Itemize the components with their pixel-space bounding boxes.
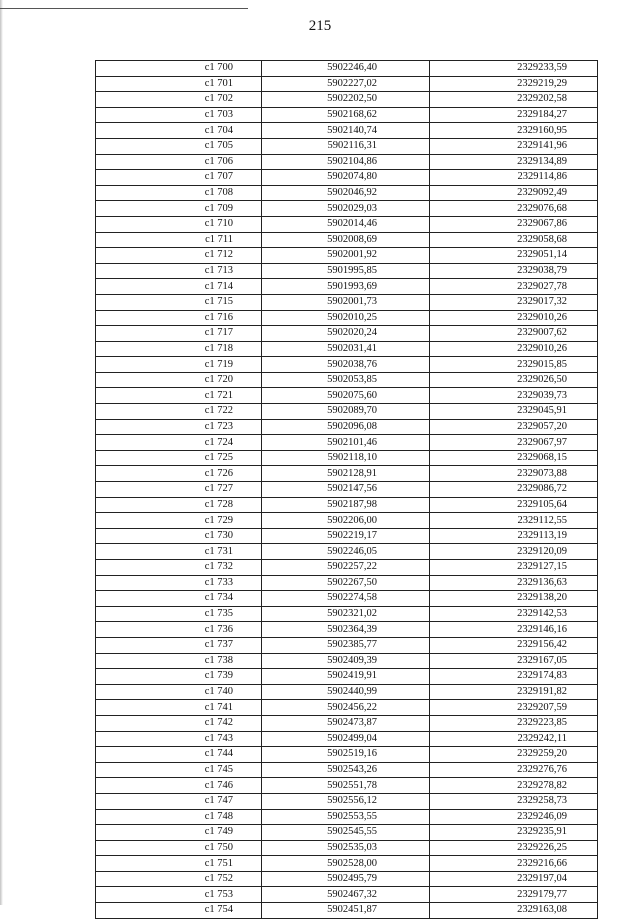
y-coordinate-cell: 2329039,73 xyxy=(430,388,598,404)
x-coordinate-cell: 5902128,91 xyxy=(262,466,430,482)
y-coordinate-cell: 2329017,32 xyxy=(430,294,598,310)
x-coordinate-cell: 5902001,73 xyxy=(262,294,430,310)
table-row xyxy=(96,92,598,108)
x-coordinate-cell: 5902116,31 xyxy=(262,138,430,154)
y-coordinate-cell: 2329010,26 xyxy=(430,310,598,326)
point-id-cell: с1 752 xyxy=(96,871,262,887)
x-coordinate-cell: 5902206,00 xyxy=(262,513,430,529)
point-id-cell: с1 722 xyxy=(96,404,262,420)
y-coordinate-cell: 2329068,15 xyxy=(430,450,598,466)
table-row xyxy=(96,170,598,186)
point-id-cell: с1 703 xyxy=(96,107,262,123)
x-coordinate-cell: 5902147,56 xyxy=(262,482,430,498)
coordinates-table xyxy=(95,60,598,919)
point-id-cell: с1 706 xyxy=(96,154,262,170)
point-id-cell: с1 727 xyxy=(96,482,262,498)
point-id-cell: с1 725 xyxy=(96,450,262,466)
table-row xyxy=(96,715,598,731)
point-id-cell: с1 705 xyxy=(96,138,262,154)
x-coordinate-cell: 5902321,02 xyxy=(262,606,430,622)
point-id-cell: с1 718 xyxy=(96,341,262,357)
y-coordinate-cell: 2329278,82 xyxy=(430,778,598,794)
point-id-cell: с1 714 xyxy=(96,279,262,295)
table-row xyxy=(96,482,598,498)
point-id-cell: с1 731 xyxy=(96,544,262,560)
x-coordinate-cell: 5902499,04 xyxy=(262,731,430,747)
table-row xyxy=(96,279,598,295)
point-id-cell: с1 744 xyxy=(96,747,262,763)
x-coordinate-cell: 5902267,50 xyxy=(262,575,430,591)
point-id-cell: с1 726 xyxy=(96,466,262,482)
table-row xyxy=(96,731,598,747)
table-row xyxy=(96,61,598,77)
table-row xyxy=(96,107,598,123)
scan-edge-shadow xyxy=(0,0,3,905)
point-id-cell: с1 720 xyxy=(96,372,262,388)
y-coordinate-cell: 2329058,68 xyxy=(430,232,598,248)
y-coordinate-cell: 2329226,25 xyxy=(430,840,598,856)
point-id-cell: с1 711 xyxy=(96,232,262,248)
table-row xyxy=(96,372,598,388)
table-row xyxy=(96,232,598,248)
y-coordinate-cell: 2329136,63 xyxy=(430,575,598,591)
x-coordinate-cell: 5902535,03 xyxy=(262,840,430,856)
table-row xyxy=(96,513,598,529)
table-row xyxy=(96,76,598,92)
table-row xyxy=(96,138,598,154)
x-coordinate-cell: 5902029,03 xyxy=(262,201,430,217)
table-row xyxy=(96,154,598,170)
y-coordinate-cell: 2329246,09 xyxy=(430,809,598,825)
x-coordinate-cell: 5902364,39 xyxy=(262,622,430,638)
point-id-cell: с1 745 xyxy=(96,762,262,778)
table-row xyxy=(96,466,598,482)
y-coordinate-cell: 2329038,79 xyxy=(430,263,598,279)
x-coordinate-cell: 5902031,41 xyxy=(262,341,430,357)
table-row xyxy=(96,544,598,560)
table-row xyxy=(96,497,598,513)
point-id-cell: с1 741 xyxy=(96,700,262,716)
table-row xyxy=(96,669,598,685)
y-coordinate-cell: 2329112,55 xyxy=(430,513,598,529)
table-row xyxy=(96,216,598,232)
point-id-cell: с1 737 xyxy=(96,637,262,653)
y-coordinate-cell: 2329219,29 xyxy=(430,76,598,92)
table-row xyxy=(96,419,598,435)
point-id-cell: с1 747 xyxy=(96,793,262,809)
table-row xyxy=(96,357,598,373)
coordinates-table-body xyxy=(96,61,598,919)
table-row xyxy=(96,778,598,794)
table-row xyxy=(96,591,598,607)
y-coordinate-cell: 2329127,15 xyxy=(430,560,598,576)
x-coordinate-cell: 5902014,46 xyxy=(262,216,430,232)
table-row xyxy=(96,793,598,809)
point-id-cell: с1 730 xyxy=(96,528,262,544)
x-coordinate-cell: 5902451,87 xyxy=(262,903,430,919)
x-coordinate-cell: 5902246,40 xyxy=(262,61,430,77)
point-id-cell: с1 729 xyxy=(96,513,262,529)
x-coordinate-cell: 5902202,50 xyxy=(262,92,430,108)
x-coordinate-cell: 5902219,17 xyxy=(262,528,430,544)
y-coordinate-cell: 2329051,14 xyxy=(430,248,598,264)
y-coordinate-cell: 2329197,04 xyxy=(430,871,598,887)
table-row xyxy=(96,684,598,700)
x-coordinate-cell: 5902409,39 xyxy=(262,653,430,669)
x-coordinate-cell: 5902001,92 xyxy=(262,248,430,264)
table-row xyxy=(96,825,598,841)
y-coordinate-cell: 2329026,50 xyxy=(430,372,598,388)
table-row xyxy=(96,762,598,778)
point-id-cell: с1 719 xyxy=(96,357,262,373)
x-coordinate-cell: 5902118,10 xyxy=(262,450,430,466)
table-row xyxy=(96,747,598,763)
x-coordinate-cell: 5902140,74 xyxy=(262,123,430,139)
table-row xyxy=(96,560,598,576)
point-id-cell: с1 717 xyxy=(96,326,262,342)
table-row xyxy=(96,809,598,825)
point-id-cell: с1 710 xyxy=(96,216,262,232)
point-id-cell: с1 742 xyxy=(96,715,262,731)
y-coordinate-cell: 2329276,76 xyxy=(430,762,598,778)
table-row xyxy=(96,263,598,279)
table-row xyxy=(96,435,598,451)
y-coordinate-cell: 2329113,19 xyxy=(430,528,598,544)
y-coordinate-cell: 2329216,66 xyxy=(430,856,598,872)
x-coordinate-cell: 5902168,62 xyxy=(262,107,430,123)
y-coordinate-cell: 2329233,59 xyxy=(430,61,598,77)
point-id-cell: с1 734 xyxy=(96,591,262,607)
point-id-cell: с1 743 xyxy=(96,731,262,747)
x-coordinate-cell: 5902543,26 xyxy=(262,762,430,778)
x-coordinate-cell: 5902008,69 xyxy=(262,232,430,248)
y-coordinate-cell: 2329258,73 xyxy=(430,793,598,809)
point-id-cell: с1 724 xyxy=(96,435,262,451)
point-id-cell: с1 750 xyxy=(96,840,262,856)
table-row xyxy=(96,450,598,466)
point-id-cell: с1 712 xyxy=(96,248,262,264)
y-coordinate-cell: 2329141,96 xyxy=(430,138,598,154)
y-coordinate-cell: 2329146,16 xyxy=(430,622,598,638)
table-row xyxy=(96,871,598,887)
table-row xyxy=(96,248,598,264)
y-coordinate-cell: 2329007,62 xyxy=(430,326,598,342)
table-row xyxy=(96,856,598,872)
point-id-cell: с1 746 xyxy=(96,778,262,794)
y-coordinate-cell: 2329163,08 xyxy=(430,903,598,919)
x-coordinate-cell: 5902046,92 xyxy=(262,185,430,201)
y-coordinate-cell: 2329073,88 xyxy=(430,466,598,482)
table-row xyxy=(96,528,598,544)
y-coordinate-cell: 2329167,05 xyxy=(430,653,598,669)
x-coordinate-cell: 5902274,58 xyxy=(262,591,430,607)
x-coordinate-cell: 5902010,25 xyxy=(262,310,430,326)
point-id-cell: с1 732 xyxy=(96,560,262,576)
table-row xyxy=(96,185,598,201)
x-coordinate-cell: 5902440,99 xyxy=(262,684,430,700)
y-coordinate-cell: 2329134,89 xyxy=(430,154,598,170)
y-coordinate-cell: 2329235,91 xyxy=(430,825,598,841)
y-coordinate-cell: 2329191,82 xyxy=(430,684,598,700)
x-coordinate-cell: 5902089,70 xyxy=(262,404,430,420)
y-coordinate-cell: 2329076,68 xyxy=(430,201,598,217)
point-id-cell: с1 753 xyxy=(96,887,262,903)
y-coordinate-cell: 2329120,09 xyxy=(430,544,598,560)
table-row xyxy=(96,606,598,622)
table-row xyxy=(96,622,598,638)
y-coordinate-cell: 2329067,97 xyxy=(430,435,598,451)
point-id-cell: с1 715 xyxy=(96,294,262,310)
y-coordinate-cell: 2329207,59 xyxy=(430,700,598,716)
table-row xyxy=(96,310,598,326)
x-coordinate-cell: 5902246,05 xyxy=(262,544,430,560)
point-id-cell: с1 707 xyxy=(96,170,262,186)
table-row xyxy=(96,294,598,310)
table-row xyxy=(96,637,598,653)
y-coordinate-cell: 2329179,77 xyxy=(430,887,598,903)
table-row xyxy=(96,326,598,342)
point-id-cell: с1 728 xyxy=(96,497,262,513)
y-coordinate-cell: 2329015,85 xyxy=(430,357,598,373)
y-coordinate-cell: 2329092,49 xyxy=(430,185,598,201)
x-coordinate-cell: 5902419,91 xyxy=(262,669,430,685)
x-coordinate-cell: 5902053,85 xyxy=(262,372,430,388)
y-coordinate-cell: 2329138,20 xyxy=(430,591,598,607)
x-coordinate-cell: 5902187,98 xyxy=(262,497,430,513)
y-coordinate-cell: 2329086,72 xyxy=(430,482,598,498)
point-id-cell: с1 704 xyxy=(96,123,262,139)
page-number: 215 xyxy=(308,18,332,34)
x-coordinate-cell: 5902257,22 xyxy=(262,560,430,576)
y-coordinate-cell: 2329067,86 xyxy=(430,216,598,232)
x-coordinate-cell: 5902551,78 xyxy=(262,778,430,794)
table-row xyxy=(96,341,598,357)
x-coordinate-cell: 5902519,16 xyxy=(262,747,430,763)
point-id-cell: с1 735 xyxy=(96,606,262,622)
table-row xyxy=(96,887,598,903)
table-row xyxy=(96,201,598,217)
x-coordinate-cell: 5901993,69 xyxy=(262,279,430,295)
y-coordinate-cell: 2329242,11 xyxy=(430,731,598,747)
point-id-cell: с1 748 xyxy=(96,809,262,825)
table-row xyxy=(96,388,598,404)
header-rule xyxy=(0,8,248,9)
table-row xyxy=(96,700,598,716)
x-coordinate-cell: 5902074,80 xyxy=(262,170,430,186)
y-coordinate-cell: 2329045,91 xyxy=(430,404,598,420)
x-coordinate-cell: 5901995,85 xyxy=(262,263,430,279)
y-coordinate-cell: 2329184,27 xyxy=(430,107,598,123)
table-row xyxy=(96,653,598,669)
table-row xyxy=(96,840,598,856)
y-coordinate-cell: 2329160,95 xyxy=(430,123,598,139)
y-coordinate-cell: 2329114,86 xyxy=(430,170,598,186)
y-coordinate-cell: 2329174,83 xyxy=(430,669,598,685)
table-row xyxy=(96,123,598,139)
point-id-cell: с1 736 xyxy=(96,622,262,638)
x-coordinate-cell: 5902473,87 xyxy=(262,715,430,731)
point-id-cell: с1 709 xyxy=(96,201,262,217)
y-coordinate-cell: 2329105,64 xyxy=(430,497,598,513)
y-coordinate-cell: 2329156,42 xyxy=(430,637,598,653)
point-id-cell: с1 701 xyxy=(96,76,262,92)
point-id-cell: с1 702 xyxy=(96,92,262,108)
y-coordinate-cell: 2329223,85 xyxy=(430,715,598,731)
x-coordinate-cell: 5902556,12 xyxy=(262,793,430,809)
x-coordinate-cell: 5902020,24 xyxy=(262,326,430,342)
point-id-cell: с1 733 xyxy=(96,575,262,591)
x-coordinate-cell: 5902075,60 xyxy=(262,388,430,404)
point-id-cell: с1 716 xyxy=(96,310,262,326)
point-id-cell: с1 721 xyxy=(96,388,262,404)
point-id-cell: с1 723 xyxy=(96,419,262,435)
point-id-cell: с1 700 xyxy=(96,61,262,77)
y-coordinate-cell: 2329259,20 xyxy=(430,747,598,763)
x-coordinate-cell: 5902553,55 xyxy=(262,809,430,825)
point-id-cell: с1 740 xyxy=(96,684,262,700)
point-id-cell: с1 751 xyxy=(96,856,262,872)
table-row xyxy=(96,404,598,420)
x-coordinate-cell: 5902038,76 xyxy=(262,357,430,373)
x-coordinate-cell: 5902096,08 xyxy=(262,419,430,435)
x-coordinate-cell: 5902101,46 xyxy=(262,435,430,451)
point-id-cell: с1 713 xyxy=(96,263,262,279)
x-coordinate-cell: 5902385,77 xyxy=(262,637,430,653)
x-coordinate-cell: 5902528,00 xyxy=(262,856,430,872)
y-coordinate-cell: 2329057,20 xyxy=(430,419,598,435)
y-coordinate-cell: 2329202,58 xyxy=(430,92,598,108)
x-coordinate-cell: 5902545,55 xyxy=(262,825,430,841)
x-coordinate-cell: 5902227,02 xyxy=(262,76,430,92)
x-coordinate-cell: 5902467,32 xyxy=(262,887,430,903)
table-row xyxy=(96,575,598,591)
x-coordinate-cell: 5902495,79 xyxy=(262,871,430,887)
y-coordinate-cell: 2329027,78 xyxy=(430,279,598,295)
x-coordinate-cell: 5902104,86 xyxy=(262,154,430,170)
x-coordinate-cell: 5902456,22 xyxy=(262,700,430,716)
y-coordinate-cell: 2329010,26 xyxy=(430,341,598,357)
y-coordinate-cell: 2329142,53 xyxy=(430,606,598,622)
point-id-cell: с1 738 xyxy=(96,653,262,669)
point-id-cell: с1 749 xyxy=(96,825,262,841)
point-id-cell: с1 708 xyxy=(96,185,262,201)
point-id-cell: с1 739 xyxy=(96,669,262,685)
point-id-cell: с1 754 xyxy=(96,903,262,919)
